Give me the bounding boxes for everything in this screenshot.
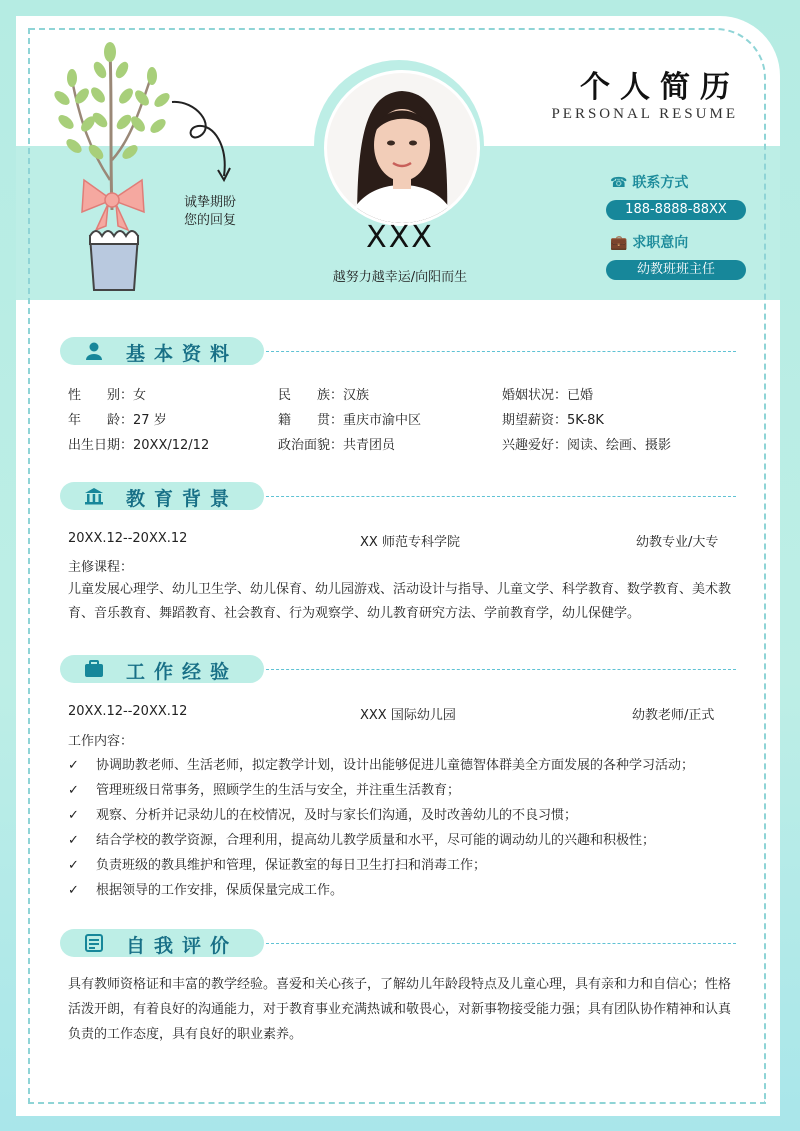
section-divider [266, 351, 736, 352]
basic-hobbies: 兴趣爱好：阅读、绘画、摄影 [502, 438, 672, 453]
job-label: 求职意向 [632, 235, 689, 251]
work-content-label: 工作内容： [68, 734, 134, 749]
list-item: ✓ 管理班级日常事务，照顾学生的生活与安全，并注重生活教育； [68, 783, 461, 798]
briefcase-icon: 💼 [610, 235, 628, 251]
candidate-name: XXX [366, 220, 434, 255]
courses-text: 儿童发展心理学、幼儿卫生学、幼儿保育、幼儿园游戏、活动设计与指导、儿童文学、科学教育、数学教育、美术教育、音乐教育、舞蹈教育、社会教育、行为观察学、幼儿教育研究方法、学前教育学，幼儿保健学。 [68, 582, 732, 621]
check-icon: ✓ [68, 883, 79, 898]
basic-marital: 婚姻状况：已婚 [502, 388, 594, 403]
work-period: 20XX.12--20XX.12 [68, 704, 188, 719]
basic-birthdate: 出生日期：20XX/12/12 [68, 438, 210, 453]
section-divider [266, 496, 736, 497]
list-item: ✓ 根据领导的工作安排，保质保量完成工作。 [68, 883, 344, 898]
list-item: ✓ 结合学校的教学资源，合理利用，提高幼儿教学质量和水平，尽可能的调动幼儿的兴趣和积极性； [68, 833, 656, 848]
courses-label: 主修课程： [68, 560, 134, 575]
section-title: 教育背景 [126, 488, 239, 510]
phone-icon: ☎ [610, 175, 628, 191]
list-item: ✓ 协调助教老师、生活老师，拟定教学计划，设计出能够促进儿童德智体群美全方面发展的各种学习活动； [68, 758, 695, 773]
basic-political: 政治面貌：共青团员 [278, 438, 396, 453]
contact-heading [610, 172, 750, 192]
motto: 越努力越幸运/向阳而生 [332, 270, 468, 285]
education-school: XX 师范专科学院 [360, 535, 460, 550]
check-icon: ✓ [68, 833, 79, 848]
work-company: XXX 国际幼儿园 [360, 708, 456, 723]
section-title: 基本资料 [126, 343, 239, 365]
briefcase-icon [84, 660, 104, 678]
self-evaluation-text: 具有教师资格证和丰富的教学经验。喜爱和关心孩子，了解幼儿年龄段特点及儿童心理，具有亲和力和自信心；性格活泼开朗，有着良好的沟通能力，对于教育事业充满热诚和敬畏心，对新事物接受能力强；具有团队协作精神和认真负责的工作态度，具有良好的职业素养。 [68, 977, 732, 1042]
check-icon: ✓ [68, 858, 79, 873]
resume-subtitle: PERSONAL RESUME [551, 106, 738, 122]
resume-title: 个人简历 [580, 70, 740, 105]
section-title: 工作经验 [126, 661, 239, 683]
basic-ethnicity: 民 族：汉族 [278, 388, 370, 403]
plant-note-line2: 您的回复 [184, 213, 237, 228]
contact-label: 联系方式 [632, 175, 689, 191]
check-icon: ✓ [68, 783, 79, 798]
curved-arrow-icon [166, 96, 236, 186]
avatar [324, 70, 480, 226]
check-icon: ✓ [68, 808, 79, 823]
education-period: 20XX.12--20XX.12 [68, 531, 188, 546]
basic-gender: 性 别：女 [68, 388, 147, 403]
job-target: 幼教班班主任 [606, 260, 746, 280]
list-item: ✓ 负责班级的教具维护和管理，保证教室的每日卫生打扫和消毒工作； [68, 858, 487, 873]
phone-number: 188-8888-88XX [606, 200, 746, 220]
basic-age: 年 龄：27 岁 [68, 413, 167, 428]
check-icon: ✓ [68, 758, 79, 773]
section-divider [266, 943, 736, 944]
work-position: 幼教老师/正式 [632, 708, 715, 723]
education-major: 幼教专业/大专 [636, 535, 719, 550]
school-icon [84, 487, 104, 505]
basic-hometown: 籍 贯：重庆市渝中区 [278, 413, 422, 428]
list-item: ✓ 观察、分析并记录幼儿的在校情况，及时与家长们沟通，及时改善幼儿的不良习惯； [68, 808, 578, 823]
job-heading [610, 232, 750, 252]
potted-plant-illustration [50, 40, 180, 300]
plant-note [184, 194, 236, 230]
plant-note-line1: 诚挚期盼 [184, 195, 237, 210]
basic-salary: 期望薪资：5K-8K [502, 413, 604, 428]
section-divider [266, 669, 736, 670]
section-title: 自我评价 [126, 935, 239, 957]
person-icon [84, 342, 104, 360]
notes-icon [84, 934, 104, 952]
